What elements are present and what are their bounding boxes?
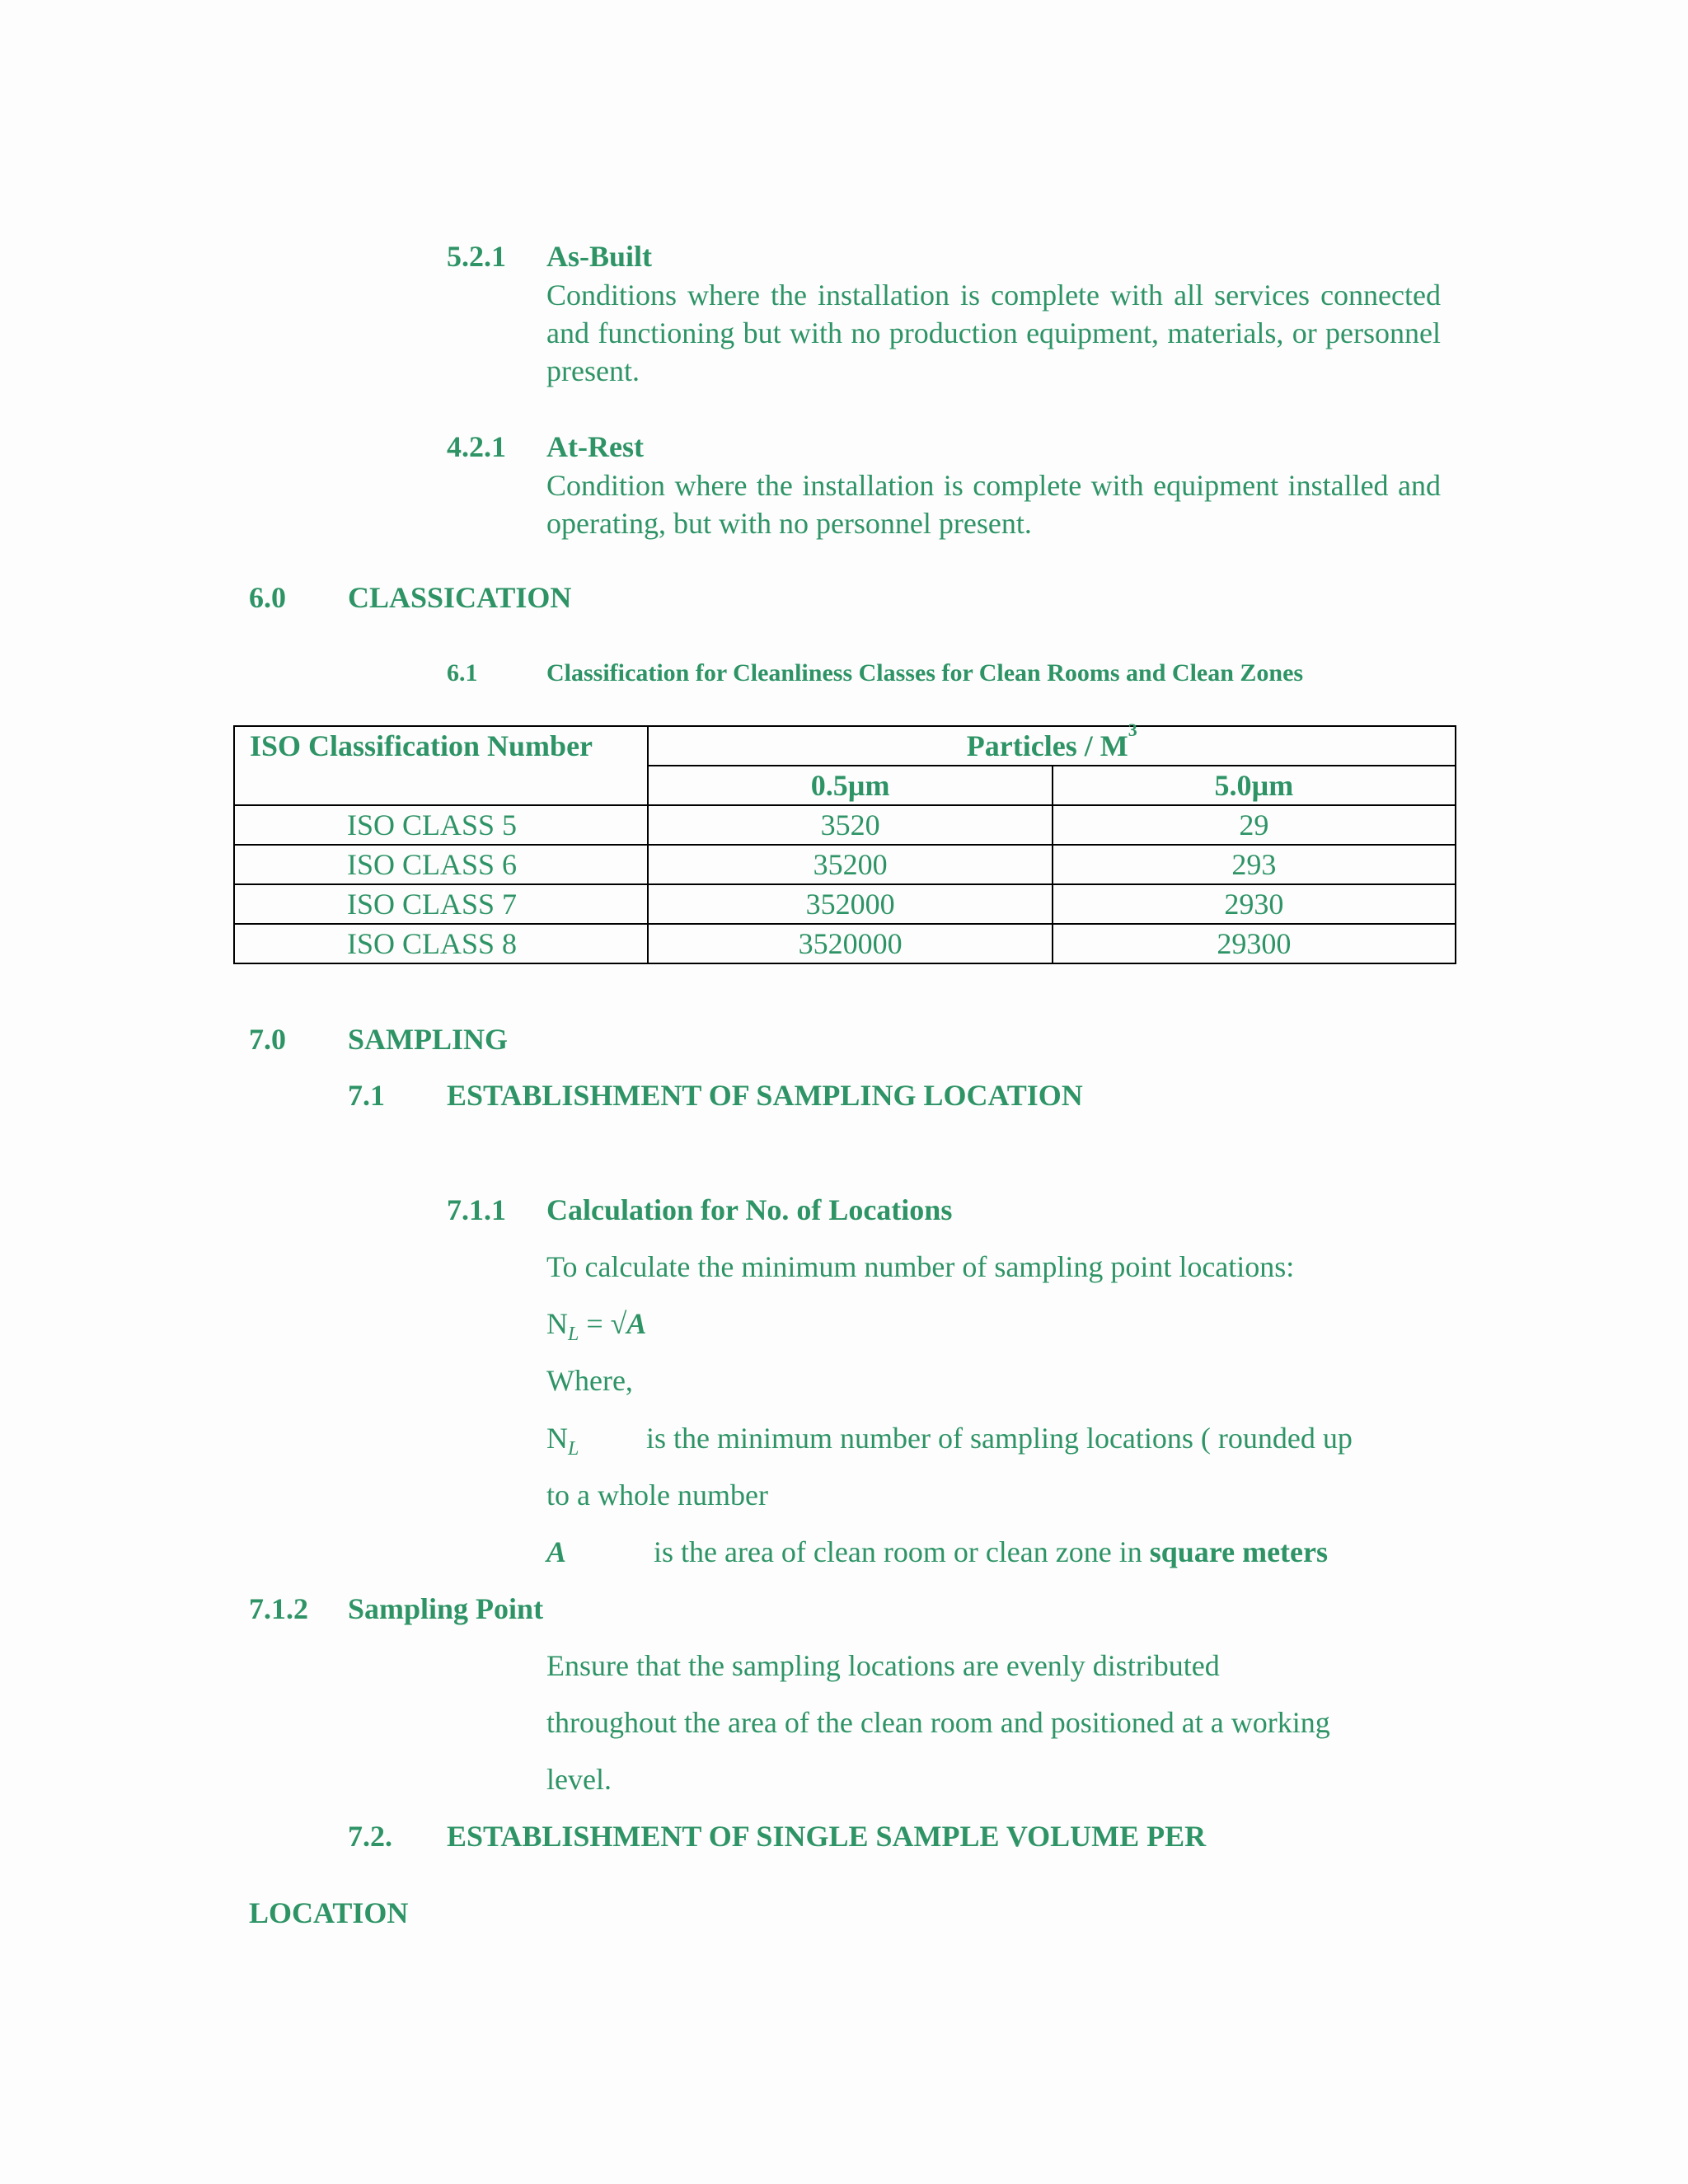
table-subheader-5-0um: 5.0µm (1053, 766, 1456, 805)
table-cell-5-0um: 2930 (1053, 884, 1456, 924)
section-7-0-number: 7.0 (249, 1023, 286, 1056)
table-cell-0-5um: 352000 (648, 884, 1052, 924)
table-subheader-0-5um: 0.5µm (648, 766, 1052, 805)
table-row (234, 805, 1456, 845)
formula: $N_L = √A$ (546, 1307, 647, 1345)
a-symbol: A (546, 1535, 567, 1568)
nl-definition-cont: to a whole number (546, 1479, 768, 1511)
table-cell-class: ISO CLASS 5 (234, 805, 648, 845)
table-cell-0-5um: 3520000 (648, 924, 1052, 963)
sampling-point-line-1: Ensure that the sampling locations are evenly distributed (546, 1649, 1220, 1682)
section-7-1-2-title: Sampling Point (348, 1592, 544, 1625)
section-6-1-title: Classification for Cleanliness Classes for Clean Rooms and Clean Zones (546, 659, 1304, 687)
table-header-particles: Particles / $M^3$ (648, 726, 1456, 766)
table-row (234, 884, 1456, 924)
section-5-2-1-title: As-Built (546, 240, 653, 273)
section-4-2-1-title: At-Rest (546, 430, 644, 463)
section-7-1-1-intro: To calculate the minimum number of sampling point locations: (546, 1250, 1295, 1283)
section-7-2-number: 7.2. (348, 1820, 392, 1853)
section-7-1-1-title: Calculation for No. of Locations (546, 1193, 953, 1226)
section-7-1-title: ESTABLISHMENT OF SAMPLING LOCATION (447, 1079, 1083, 1112)
section-7-1-number: 7.1 (348, 1079, 385, 1112)
nl-symbol: $N_L$ (546, 1422, 579, 1460)
section-6-0-title: CLASSICATION (348, 581, 572, 614)
section-5-2-1-number: 5.2.1 (447, 240, 506, 273)
section-7-2-title-cont: LOCATION (249, 1896, 409, 1929)
table-header-iso-number: ISO Classification Number (234, 726, 648, 805)
a-definition: is the area of clean room or clean zone in square meters (654, 1535, 1328, 1568)
section-7-0-title: SAMPLING (348, 1023, 509, 1056)
table-cell-5-0um: 29300 (1053, 924, 1456, 963)
table-cell-0-5um: 3520 (648, 805, 1052, 845)
section-4-2-1-number: 4.2.1 (447, 430, 506, 463)
section-6-0-number: 6.0 (249, 581, 286, 614)
table-cell-class: ISO CLASS 7 (234, 884, 648, 924)
table-cell-5-0um: 293 (1053, 845, 1456, 884)
where-label: Where, (546, 1364, 633, 1397)
table-cell-class: ISO CLASS 8 (234, 924, 648, 963)
sampling-point-line-3: level. (546, 1763, 612, 1796)
sampling-point-line-2: throughout the area of the clean room and positioned at a working (546, 1706, 1330, 1739)
iso-classification-table (233, 719, 1456, 964)
table-cell-0-5um: 35200 (648, 845, 1052, 884)
section-7-2-title: ESTABLISHMENT OF SINGLE SAMPLE VOLUME PER (447, 1820, 1207, 1853)
table-cell-5-0um: 29 (1053, 805, 1456, 845)
section-5-2-1-text: Conditions where the installation is complete with all services connected and functioning but with no production equipment, materials, or personnel present. (546, 279, 1441, 387)
nl-definition: is the minimum number of sampling locations ( rounded up (646, 1422, 1353, 1455)
section-7-1-1-number: 7.1.1 (447, 1193, 506, 1226)
table-row (234, 924, 1456, 963)
section-7-1-2-number: 7.1.2 (249, 1592, 308, 1625)
section-6-1-number: 6.1 (447, 659, 478, 687)
table-row (234, 845, 1456, 884)
table-cell-class: ISO CLASS 6 (234, 845, 648, 884)
section-4-2-1-text: Condition where the installation is complete with equipment installed and operating, but with no personnel present. (546, 469, 1441, 540)
